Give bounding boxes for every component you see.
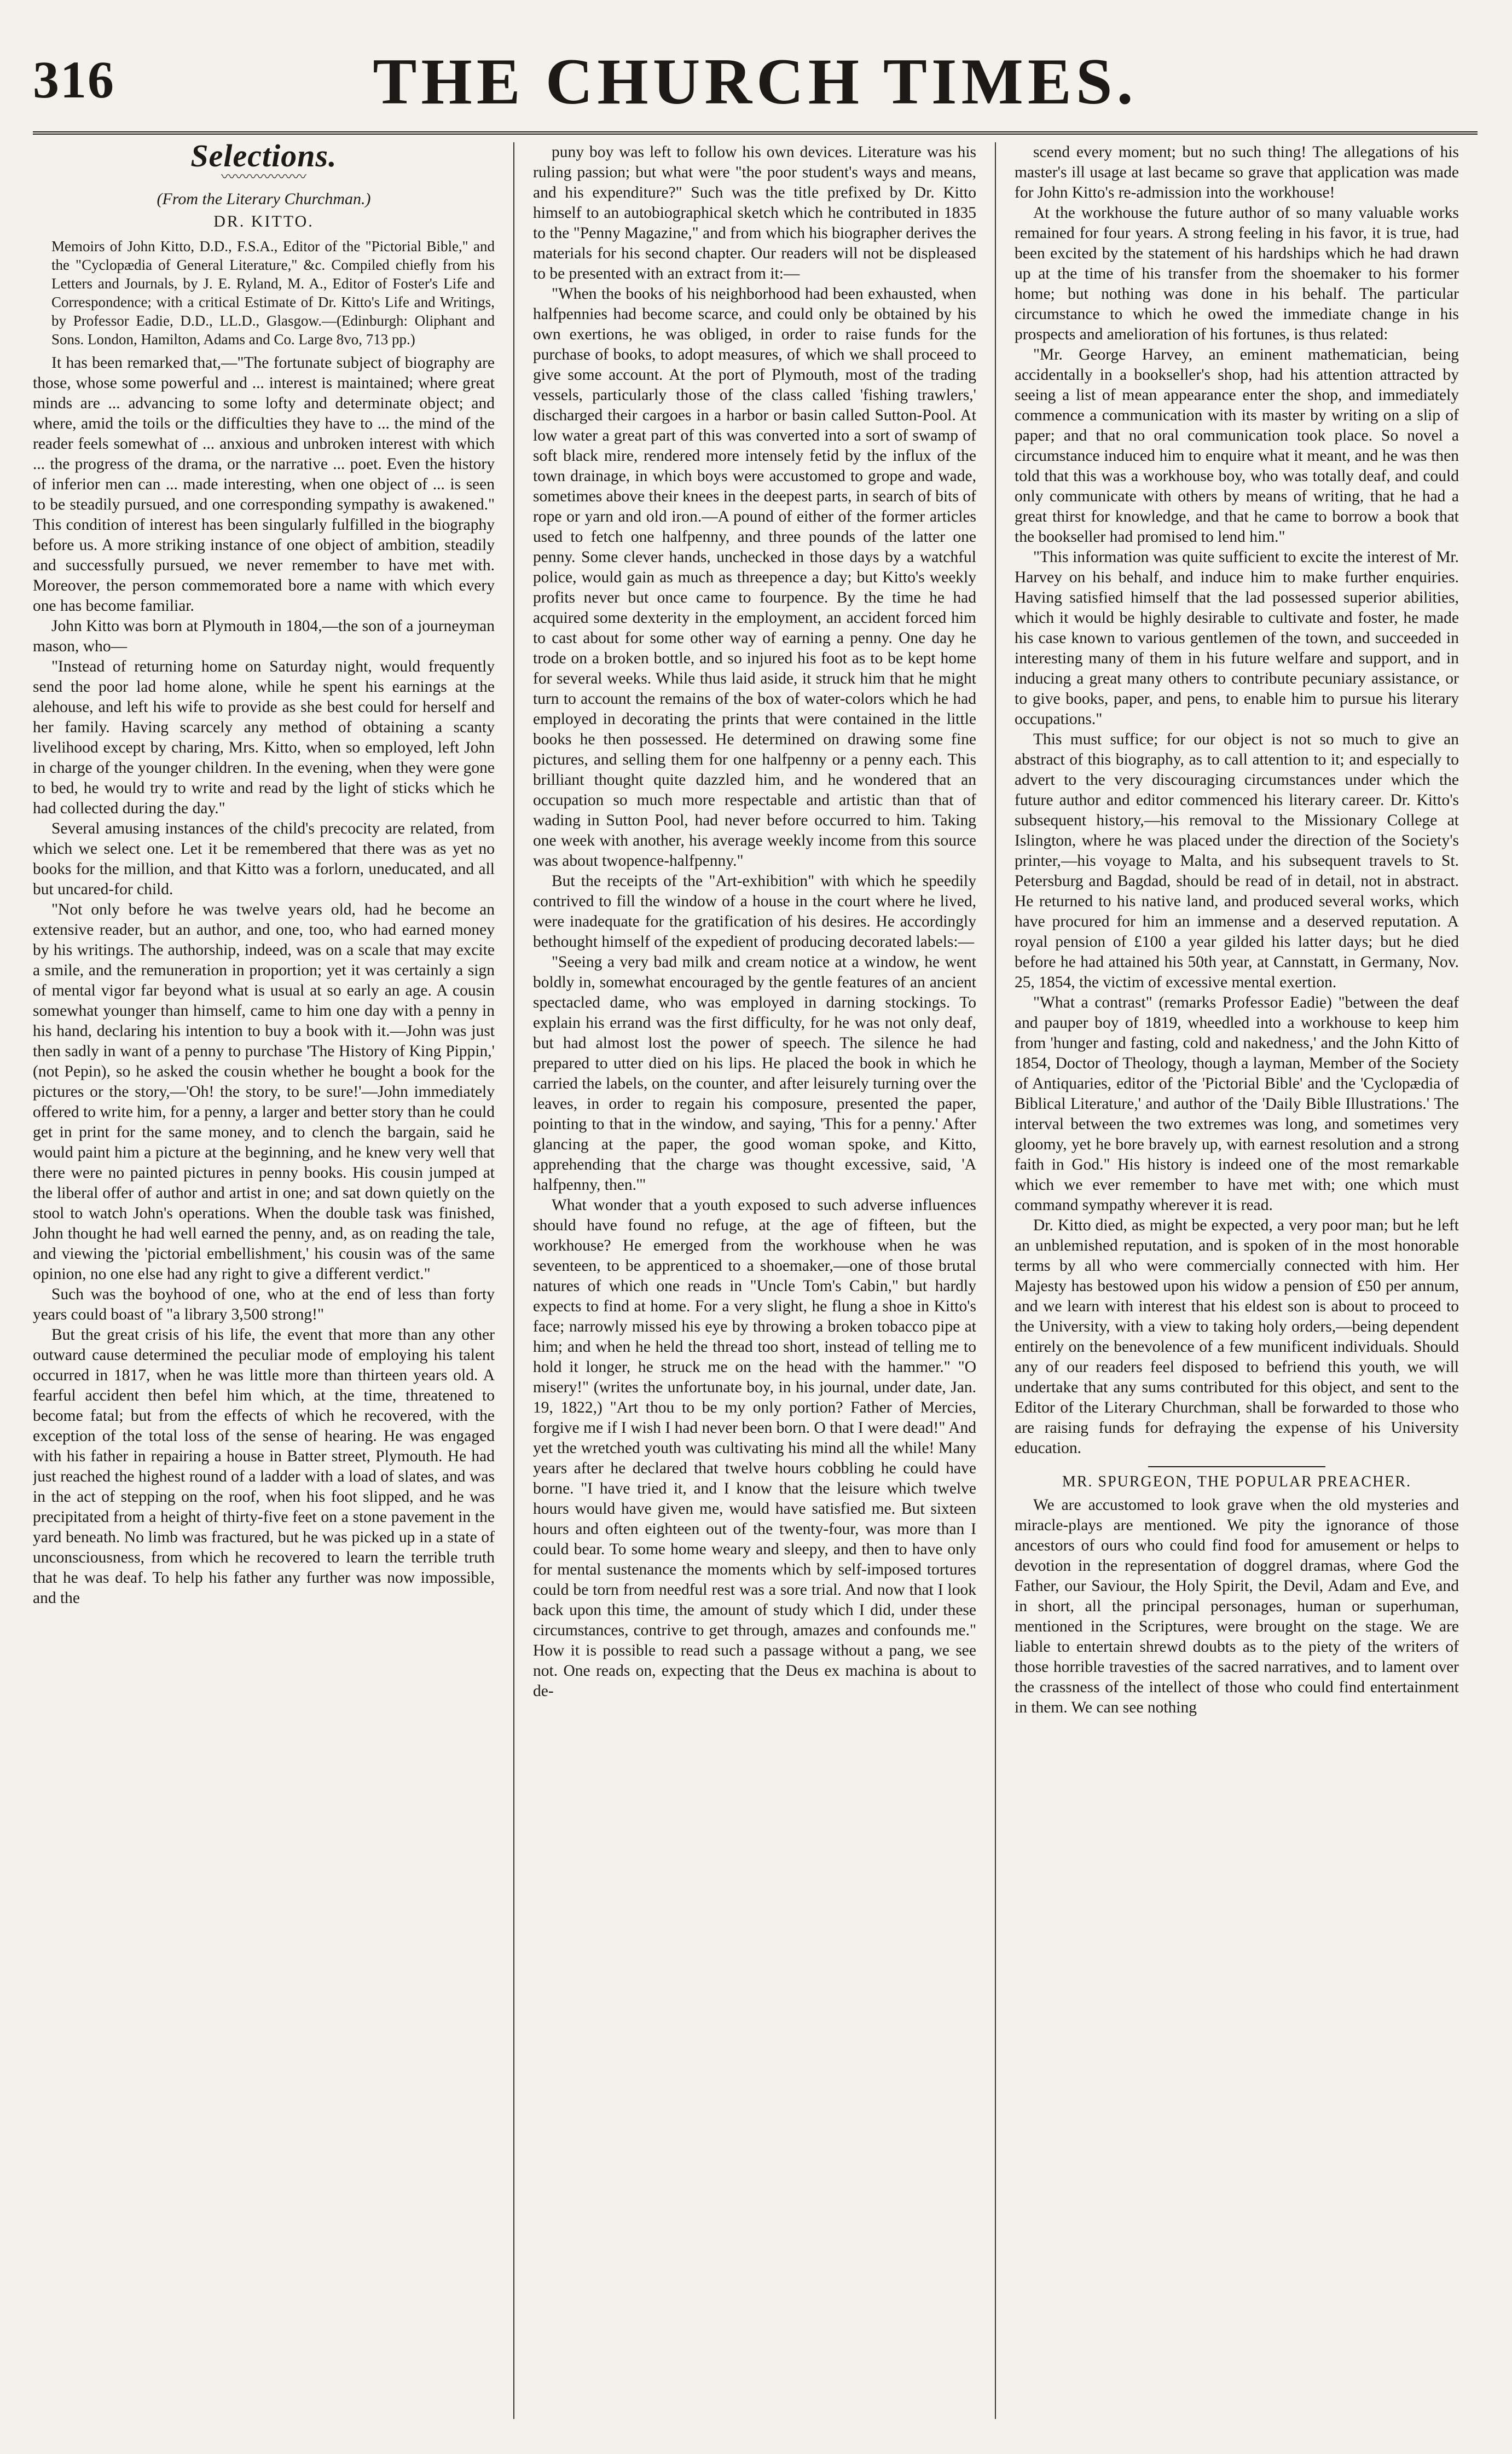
section-heading: Selections. <box>190 142 337 173</box>
page-number: 316 <box>33 50 115 109</box>
paragraph: "Not only before he was twelve years old, had he become an extensive reader, but an author, and one, too, who had earned money by his writings. The authorship, indeed, was on a scale that may excite a smile, and the remuneration in proportion; yet it was certainly a sign of mental vigor far beyond what is usual at so early an age. A cousin somewhat younger than himself, came to him one day with a penny in his hand, declaring his intention to buy a book with it.—John was just then sadly in want of a penny to purchase 'The History of King Pippin,' (not Pepin), so he asked the cousin whether he bought a book for the pictures or the story,—'Oh! the story, to be sure!'—John immediately offered to write him, for a penny, a larger and better story than he could get in print for the same money, and to clench the bargain, said he would paint him a picture at the beginning, and he knew very well that there were no painted pictures in penny books. His cousin jumped at the liberal offer of author and artist in one; and sat down quietly on the stool to watch John's operations. When the double task was finished, John thought he had well earned the penny, and, as on reading the tale, and viewing the 'pictorial embellishment,' his cousin was of the same opinion, no one else had any right to give a different verdict." <box>33 901 495 1283</box>
paragraph: scend every moment; but no such thing! The allegations of his master's ill usage at last became so grave that application was made for John Kitto's re-admission into the workhouse! <box>1015 143 1459 201</box>
paragraph: Dr. Kitto died, as might be expected, a very poor man; but he left an unblemished reputation, and is spoken of in the most honorable terms by all who were commercially connected with him. Her Majesty has bestowed upon his widow a pension of £50 per annum, and we learn with interest that his eldest son is about to proceed to the University, with a view to taking holy orders,—being dependent entirely on the benevolence of a few munificent individuals. Should any of our readers feel disposed to befriend this youth, we will undertake that any sums contributed for this object, and sent to the Editor of the Literary Churchman, shall be forwarded to those who are raising funds for defraying the expense of his University education. <box>1015 1217 1459 1457</box>
source-line: (From the Literary Churchman.) <box>157 190 371 208</box>
paragraph: It has been remarked that,—"The fortunate subject of biography are those, whose some powerful and ... interest is maintained; where great minds are ... advancing to some lofty and determinate object; and where, amid the toils or the difficulties they have to ... the mind of the reader feels somewhat of ... anxious and unbroken interest with which ... the progress of the drama, or the narrative ... poet. Even the history of inferior men can ... made interesting, when one object of ... is seen to be steadily pursued, and one corresponding sympathy is awakened." This condition of interest has been singularly fulfilled in the biography before us. A more striking instance of one object of ambition, steadily and successfully pursued, we never remember to have met with. Moreover, the person commemorated bore a name with which every one has become familiar. <box>33 354 495 615</box>
newspaper-title: THE CHURCH TIMES. <box>373 45 1138 118</box>
paragraph: "This information was quite sufficient to excite the interest of Mr. Harvey on his behalf, and induce him to make further enquiries. Having satisfied himself that the lad possessed superior abilities, which it would be highly desirable to cultivate and foster, he made his case known to various gentlemen of the town, and succeeded in interesting many of them in his future welfare and support, and in inducing a great many others to contribute pecuniary assistance, or to give books, paper, and pens, to enable him to pursue his literary occupations." <box>1015 548 1459 728</box>
paragraph: At the workhouse the future author of so many valuable works remained for four years. A strong feeling in his favor, it is true, had been excited by the statement of his hardships which he had drawn up at the time of his transfer from the shoemaker to his former home; but nothing was done in his behalf. The particular circumstance to which he owed the immediate change in his prospects and amelioration of his fortunes, is thus related: <box>1015 204 1459 343</box>
paragraph: "Seeing a very bad milk and cream notice at a window, he went boldly in, somewhat encouraged by the gentle features of an ancient spectacled dame, who was employed in darning stockings. To explain his errand was the first difficulty, for he was not only deaf, but had almost lost the power of speech. The silence he had prepared to utter died on his lips. He placed the book in which he carried the labels, on the counter, and after leisurely turning over the leaves, in order to regain his composure, presented the paper, pointing to that in the window, and saying, 'This for a penny.' After glancing at the paper, the good woman spoke, and Kitto, apprehending that the charge was thought excessive, said, 'A halfpenny, then.'" <box>533 953 976 1194</box>
text-columns <box>33 142 1478 2419</box>
paragraph: "When the books of his neighborhood had been exhausted, when halfpennies had become scarce, and could only be obtained by his own exertions, he was obliged, in order to raise funds for the purchase of books, to adopt measures, of which we shall proceed to give some account. At the port of Plymouth, most of the trading vessels, particularly those of the class called 'fishing trawlers,' discharged their cargoes in a harbor or basin called Sutton-Pool. At low water a great part of this was converted into a sort of swamp of soft black mire, rendered more intensely fetid by the influx of the town drainage, in which boys were accustomed to grope and wade, sometimes above their knees in the deepest parts, in search of bits of rope or yarn and old iron.—A pound of either of the former articles used to fetch one halfpenny, and three pounds of the latter one penny. Some clever hands, unchecked in those days by a watchful police, would gain as much as threepence a day; but Kitto's weekly profits never but once came to fourpence. By the time he had acquired some dexterity in the employment, an accident forced him to cast about for some other way of earning a penny. One day he trode on a broken bottle, and so injured his foot as to be kept home for several weeks. While thus laid aside, it struck him that he might turn to account the remains of the box of water-colors which he had employed in decorating the prints that were contained in the little books he then possessed. He determined on drawing some fine pictures, and selling them for one halfpenny or a penny each. This brilliant thought quite dazzled him, and he wondered that an occupation so much more respectable and artistic than that of wading in Sutton Pool, had never before occurred to him. Taking one week with another, his average weekly income from this source was about twopence-halfpenny." <box>533 285 976 870</box>
paragraph: What wonder that a youth exposed to such adverse influences should have found no refuge, at the age of fifteen, but the workhouse? He emerged from the workhouse when he was seventeen, to be apprenticed to a shoemaker,—one of those brutal natures of which one reads in "Uncle Tom's Cabin," but hardly expects to find at home. For a very slight, he flung a shoe in Kitto's face; narrowly missed his eye by throwing a broken tobacco pipe at him; and when he held the thread too short, instead of telling me to hold it longer, he struck me on the head with the hammer." "O misery!" (writes the unfortunate boy, in his journal, under date, Jan. 19, 1822,) "Art thou to be my only portion? Father of Mercies, forgive me if I wish I had never been born. O that I were dead!" And yet the wretched youth was cultivating his mind all the while! Many years after he declared that twelve hours cobbling he could have borne. "I have tried it, and I know that the leisure which twelve hours would have given me, would have satisfied me. But sixteen hours and often eighteen out of the twenty-four, was more than I could bear. To some home weary and sleepy, and then to have only for mental sustenance the moments which by self-imposed tortures could be torn from needful rest was a sore trial. And now that I look back upon this time, the amount of study which I did, under these circumstances, contrive to get through, amazes and confounds me." How it is possible to read such a passage without a pang, we see not. One reads on, expecting that the Deus ex machina is about to de- <box>533 1196 976 1700</box>
paragraph: Several amusing instances of the child's precocity are related, from which we select one. Let it be remembered that there was as yet no books for the million, and that Kitto was a forlorn, uneducated, and all but uncared-for child. <box>33 820 495 898</box>
paragraph: We are accustomed to look grave when the old mysteries and miracle-plays are mentioned. We pity the ignorance of those ancestors of ours who could find food for amusement or helps to devotion in the representation of doggrel dramas, where God the Father, our Saviour, the Holy Spirit, the Devil, Adam and Eve, and in short, all the principal personages, human or superhuman, mentioned in the Scriptures, were brought on the stage. We are liable to entertain shrewd doubts as to the piety of the writers of those horrible travesties of the sacred narratives, and to lament over the crassness of the intellect of those who could find entertainment in them. We can see nothing <box>1015 1496 1459 1716</box>
article-subheading: MR. SPURGEON, THE POPULAR PREACHER. <box>1062 1473 1412 1490</box>
masthead <box>33 33 1478 135</box>
paragraph: Such was the boyhood of one, who at the end of less than forty years could boast of "a library 3,500 strong!" <box>33 1286 495 1323</box>
column-3 <box>996 142 1478 2419</box>
article-title: DR. KITTO. <box>213 212 314 230</box>
divider <box>1148 1466 1326 1467</box>
newspaper-page <box>33 33 1478 2424</box>
paragraph: "Mr. George Harvey, an eminent mathematician, being accidentally in a bookseller's shop, had his attention attracted by seeing a list of mean appearance enter the shop, and immediately commence a communication with its master by writing on a slip of paper; and that no oral communication took place. So novel a circumstance induced him to enquire what it meant, and he was then told that this was a workhouse boy, who was totally deaf, and could only communicate with others by means of writing, that he had a great thirst for knowledge, and that he came to borrow a book that the bookseller had promised to lend him." <box>1015 346 1459 546</box>
column-1 <box>33 142 514 2419</box>
paragraph: John Kitto was born at Plymouth in 1804,—the son of a journeyman mason, who— <box>33 617 495 655</box>
book-citation: Memoirs of John Kitto, D.D., F.S.A., Editor of the "Pictorial Bible," and the "Cyclopædia of General Literature," &c. Compiled chiefly from his Letters and Journals, by J. E. Ryland, M. A., Editor of Foster's Life and Correspondence; with a critical Estimate of Dr. Kitto's Life and Writings, by Professor Eadie, D.D., LL.D., Glasgow.—(Edinburgh: Oliphant and Sons. London, Hamilton, Adams and Co. Large 8vo, 713 pp.) <box>51 238 495 348</box>
paragraph: But the receipts of the "Art-exhibition" with which he speedily contrived to fill the window of a house in the court where he lived, were inadequate for the gratification of his desires. He accordingly bethought himself of the expedient of producing decorated labels:— <box>533 872 976 951</box>
decorative-rule: 〰〰〰〰〰〰 <box>221 169 306 185</box>
paragraph: "Instead of returning home on Saturday night, would frequently send the poor lad home alone, while he spent his earnings at the alehouse, and left his wife to provide as she best could for herself and her family. Having scarcely any method of obtaining a scanty livelihood except by charing, Mrs. Kitto, when so employed, left John in charge of the younger children. In the evening, when they were gone to bed, he would try to write and read by the light of sticks which he had collected during the day." <box>33 658 495 817</box>
paragraph: "What a contrast" (remarks Professor Eadie) "between the deaf and pauper boy of 1819, wheedled into a workhouse to keep him from 'hunger and fasting, cold and nakedness,' and the John Kitto of 1854, Doctor of Theology, though a layman, Member of the Society of Antiquaries, editor of the 'Pictorial Bible' and the 'Cyclopædia of Biblical Literature,' and author of the 'Daily Bible Illustrations.' The interval between the two extremes was long, and sometimes very gloomy, yet he bore bravely up, with earnest resolution and a strong faith in God." His history is indeed one of the most remarkable which we ever remember to have met with; one which must command sympathy wherever it is read. <box>1015 994 1459 1214</box>
paragraph: puny boy was left to follow his own devices. Literature was his ruling passion; but what were "the poor student's ways and means, and his expenditure?" Such was the title prefixed by Dr. Kitto himself to an autobiographical sketch which he contributed in 1835 to the "Penny Magazine," and from which his biographer derives the materials for his second chapter. Our readers will not be displeased to be presented with an extract from it:— <box>533 143 976 282</box>
paragraph: But the great crisis of his life, the event that more than any other outward cause determined the peculiar mode of employing his talent occurred in 1817, when he was little more than thirteen years old. A fearful accident then befel him which, at the time, threatened to become fatal; but from the effects of which he recovered, with the exception of the total loss of the sense of hearing. He was engaged with his father in repairing a house in Batter street, Plymouth. He had just reached the highest round of a ladder with a load of slates, and was in the act of stepping on the roof, when his foot slipped, and he was precipitated from a height of thirty-five feet on a stone pavement in the yard beneath. No limb was fractured, but he was picked up in a state of unconsciousness, from which he recovered to learn the terrible truth that he was deaf. To help his father any further was now impossible, and the <box>33 1326 495 1607</box>
paragraph: This must suffice; for our object is not so much to give an abstract of this biography, as to call attention to it; and especially to advert to the very discouraging circumstances under which the future author and editor commenced his literary career. Dr. Kitto's subsequent history,—his removal to the Missionary College at Islington, where he was placed under the direction of the Society's printer,—his voyage to Malta, and his subsequent travels to St. Petersburg and Bagdad, should be read of in detail, not in abstract. He returned to his native land, and produced several works, which have procured for him an immense and a deserved reputation. A royal pension of £100 a year gilded his latter days; but he died before he had attained his 50th year, at Cannstatt, in Germany, Nov. 25, 1854, the victim of excessive mental exertion. <box>1015 731 1459 991</box>
column-2 <box>514 142 996 2419</box>
